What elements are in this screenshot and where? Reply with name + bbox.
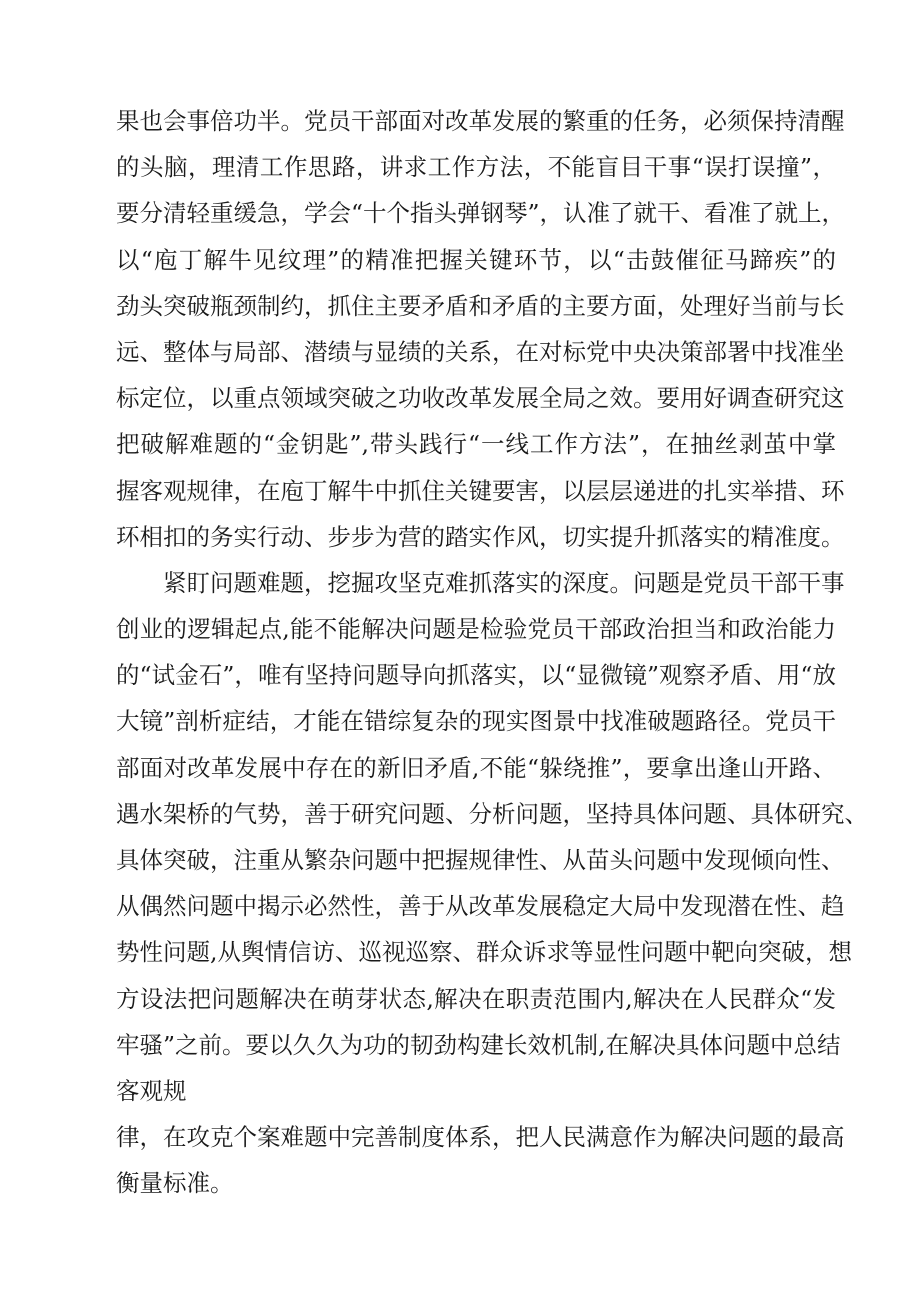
- text-line: 具体突破，注重从繁杂问题中把握规律性、从苗头问题中发现倾向性、: [116, 846, 845, 874]
- text-line: 果也会事倍功半。党员干部面对改革发展的繁重的任务，必须保持清醒: [116, 107, 845, 135]
- text-line: 客观规: [116, 1076, 187, 1105]
- text-line: 遇水架桥的气势，善于研究问题、分析问题，坚持具体问题、具体研究、: [116, 799, 868, 828]
- text-line: 远、整体与局部、潜绩与显绩的关系，在对标党中央决策部署中找准坐: [116, 337, 845, 366]
- text-line: 大镜”剖析症结，才能在错综复杂的现实图景中找准破题路径。党员干: [116, 707, 836, 736]
- text-line: 部面对改革发展中存在的新旧矛盾,不能“躲绕推”，要拿出逢山开路、: [116, 753, 836, 782]
- text-line: 要分清轻重缓急，学会“十个指头弹钢琴”，认准了就干、看准了就上，: [116, 199, 846, 228]
- text-line: 方设法把问题解决在萌芽状态,解决在职责范围内,解决在人民群众“发: [116, 984, 836, 1013]
- text-line: 以“庖丁解牛见纹理”的精准把握关键环节，以“击鼓催征马蹄疾”的: [116, 245, 836, 274]
- body-text: [116, 98, 868, 1207]
- text-line: 创业的逻辑起点,能不能解决问题是检验党员干部政治担当和政治能力: [116, 615, 836, 644]
- text-line: 从偶然问题中揭示必然性，善于从改革发展稳定大局中发现潜在性、趋: [116, 892, 845, 921]
- text-line: 的“试金石”，唯有坚持问题导向抓落实，以“显微镜”观察矛盾、用“放: [116, 661, 836, 690]
- text-line: 环相扣的务实行动、步步为营的踏实作风，切实提升抓落实的精准度。: [116, 522, 845, 551]
- text-line: 牢骚”之前。要以久久为功的韧劲构建长效机制,在解决具体问题中总结: [116, 1030, 841, 1059]
- text-line: 把破解难题的“金钥匙”,带头践行“一线工作方法”，在抽丝剥茧中掌: [116, 430, 836, 459]
- text-line: 的头脑，理清工作思路，讲求工作方法，不能盲目干事“误打误撞”，: [116, 153, 836, 182]
- text-line-last: 衡量标准。: [116, 1169, 234, 1198]
- text-line: 势性问题,从舆情信访、巡视巡察、群众诉求等显性问题中靶向突破，想: [116, 938, 852, 967]
- text-line: 握客观规律，在庖丁解牛中抓住关键要害，以层层递进的扎实举措、环: [116, 476, 845, 505]
- text-line: 律，在攻克个案难题中完善制度体系，把人民满意作为解决问题的最高: [116, 1123, 845, 1152]
- text-line-paragraph-start: 紧盯问题难题，挖掘攻坚克难抓落实的深度。问题是党员干部干事: [163, 568, 845, 597]
- text-line: 劲头突破瓶颈制约，抓住主要矛盾和矛盾的主要方面，处理好当前与长: [116, 291, 845, 320]
- text-line: 标定位，以重点领域突破之功收改革发展全局之效。要用好调查研究这: [116, 384, 845, 413]
